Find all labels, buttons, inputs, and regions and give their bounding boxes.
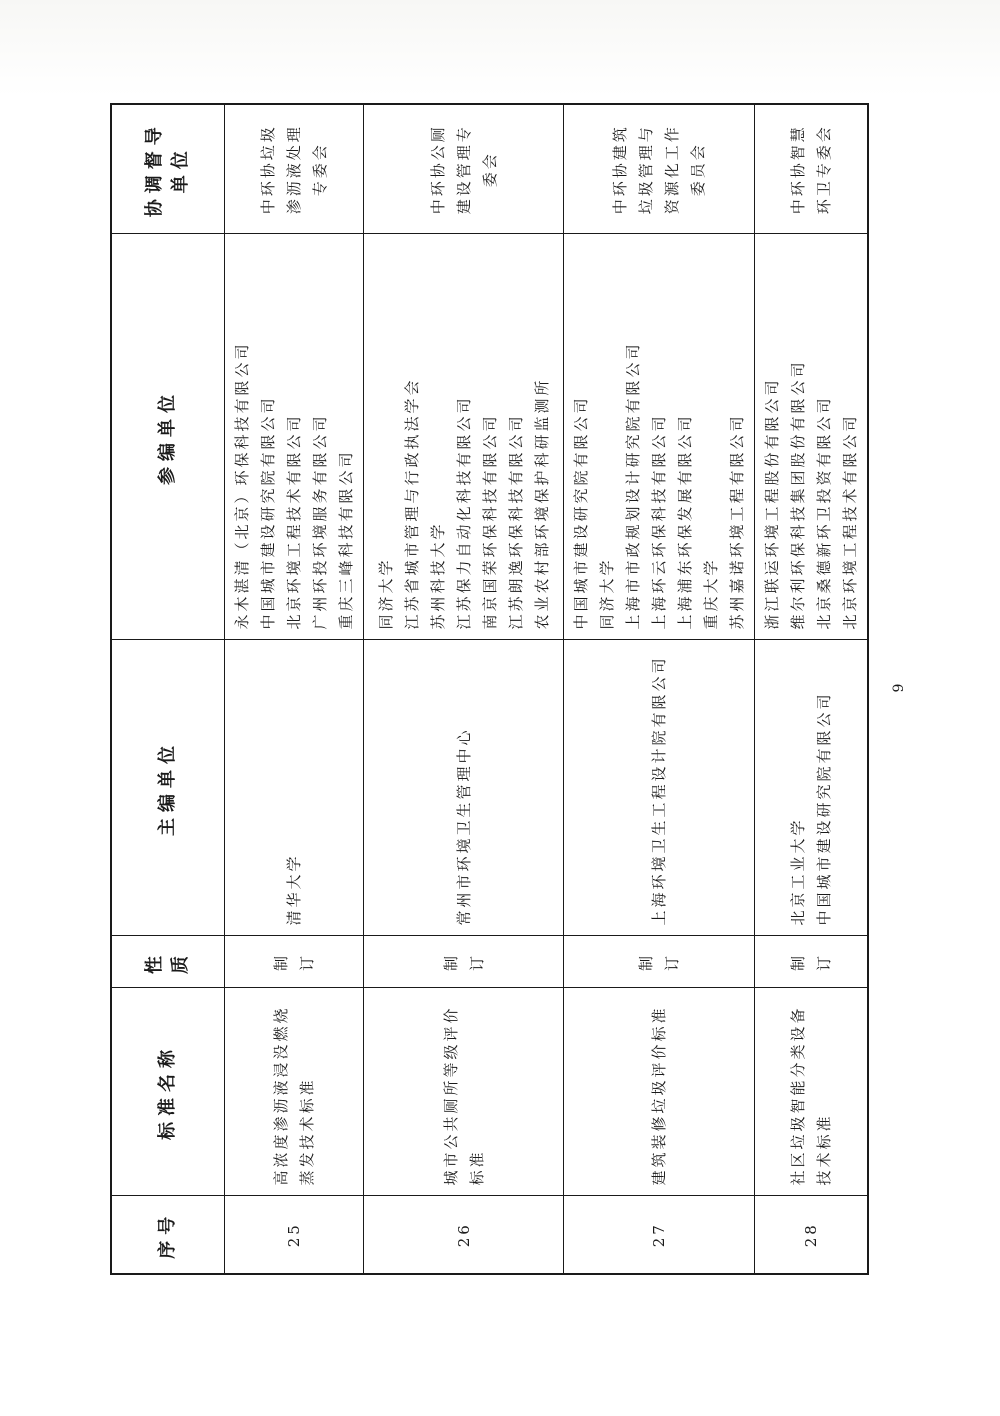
row-main-unit	[225, 640, 364, 936]
participant-line: 重庆三峰科技有限公司	[337, 449, 355, 630]
row-coordinator	[755, 104, 869, 234]
table-row	[225, 104, 364, 1274]
coordinator-line: 渗沥液处理	[285, 124, 303, 215]
table-row	[755, 104, 869, 1274]
header-participants: 参编单位	[111, 234, 225, 640]
participant-line: 上海市市政规划设计研究院有限公司	[624, 341, 642, 630]
row-coordinator	[364, 104, 564, 234]
coordinator-line: 中环协公厕	[428, 124, 447, 215]
participant-line: 重庆大学	[702, 557, 720, 630]
table-row	[564, 104, 755, 1274]
participant-line: 上海环云环保科技有限公司	[650, 413, 668, 630]
coordinator-line: 垃圾管理与	[637, 124, 655, 215]
row-standard-name: 社区垃圾智能分类设备技术标准	[755, 988, 869, 1196]
coordinator-line: 资源化工作	[663, 124, 681, 215]
participant-line: 上海浦东环保发展有限公司	[676, 413, 694, 630]
row-standard-name: 高浓度渗沥液浸没燃烧蒸发技术标准	[225, 988, 364, 1196]
coordinator-line: 中环协智慧	[789, 124, 807, 215]
page-number: 9	[891, 683, 907, 693]
participant-line: 苏州嘉诺环境工程有限公司	[728, 413, 746, 630]
row-nature: 制订	[364, 936, 564, 988]
participant-line: 永木湛清（北京）环保科技有限公司	[233, 341, 251, 630]
scan-shading	[0, 0, 1000, 96]
participant-line: 江苏保力自动化科技有限公司	[454, 395, 473, 630]
main-unit-line: 常州市环境卫生管理中心	[454, 727, 473, 926]
row-participants	[225, 234, 364, 640]
coordinator-line: 委会	[480, 151, 499, 188]
row-seq: 26	[364, 1196, 564, 1274]
participant-line: 苏州科技大学	[428, 521, 447, 630]
row-main-unit	[364, 640, 564, 936]
participant-line: 江苏朗逸环保科技有限公司	[506, 413, 525, 630]
standards-table	[110, 103, 869, 1275]
header-seq: 序号	[111, 1196, 225, 1274]
header-nature: 性质	[111, 936, 225, 988]
participant-line: 北京环境工程技术有限公司	[285, 413, 303, 630]
coordinator-line: 中环协建筑	[611, 124, 629, 215]
row-standard-name: 城市公共厕所等级评价标准	[364, 988, 564, 1196]
coordinator-line: 专委会	[311, 142, 329, 197]
participant-line: 浙江联运环境工程股份有限公司	[763, 377, 781, 630]
row-main-unit	[755, 640, 869, 936]
coordinator-line: 中环协垃圾	[259, 124, 277, 215]
participant-line: 北京桑德新环卫投资有限公司	[815, 395, 833, 630]
header-coordinator: 协调督导单位	[111, 104, 225, 234]
row-seq: 25	[225, 1196, 364, 1274]
row-participants	[564, 234, 755, 640]
coordinator-line: 建设管理专	[454, 124, 473, 215]
row-seq: 27	[564, 1196, 755, 1274]
header-main-unit: 主编单位	[111, 640, 225, 936]
main-unit-line: 清华大学	[285, 853, 303, 926]
participant-line: 南京国荣环保科技有限公司	[480, 413, 499, 630]
table-header-row	[111, 104, 225, 1274]
row-coordinator	[225, 104, 364, 234]
participant-line: 中国城市建设研究院有限公司	[259, 395, 277, 630]
row-standard-name: 建筑装修垃圾评价标准	[564, 988, 755, 1196]
participant-line: 广州环投环境服务有限公司	[311, 413, 329, 630]
participant-line: 同济大学	[598, 557, 616, 630]
table-row	[364, 104, 564, 1274]
main-unit-line: 中国城市建设研究院有限公司	[815, 691, 833, 926]
row-seq: 28	[755, 1196, 869, 1274]
row-nature: 制订	[225, 936, 364, 988]
row-participants	[364, 234, 564, 640]
main-unit-line: 上海环境卫生工程设计院有限公司	[650, 655, 668, 926]
row-nature: 制订	[564, 936, 755, 988]
row-main-unit	[564, 640, 755, 936]
participant-line: 江苏省城市管理与行政执法学会	[402, 377, 421, 630]
header-name: 标准名称	[111, 988, 225, 1196]
rotated-page-content	[110, 105, 859, 1275]
participant-line: 中国城市建设研究院有限公司	[572, 395, 590, 630]
coordinator-line: 委员会	[689, 142, 707, 197]
row-nature: 制订	[755, 936, 869, 988]
coordinator-line: 环卫专委会	[815, 124, 833, 215]
main-unit-line: 北京工业大学	[789, 817, 807, 926]
participant-line: 同济大学	[376, 557, 395, 630]
participant-line: 农业农村部环境保护科研监测所	[532, 377, 551, 630]
row-coordinator	[564, 104, 755, 234]
row-participants	[755, 234, 869, 640]
participant-line: 维尔利环保科技集团股份有限公司	[789, 359, 807, 630]
participant-line: 北京环境工程技术有限公司	[841, 413, 859, 630]
